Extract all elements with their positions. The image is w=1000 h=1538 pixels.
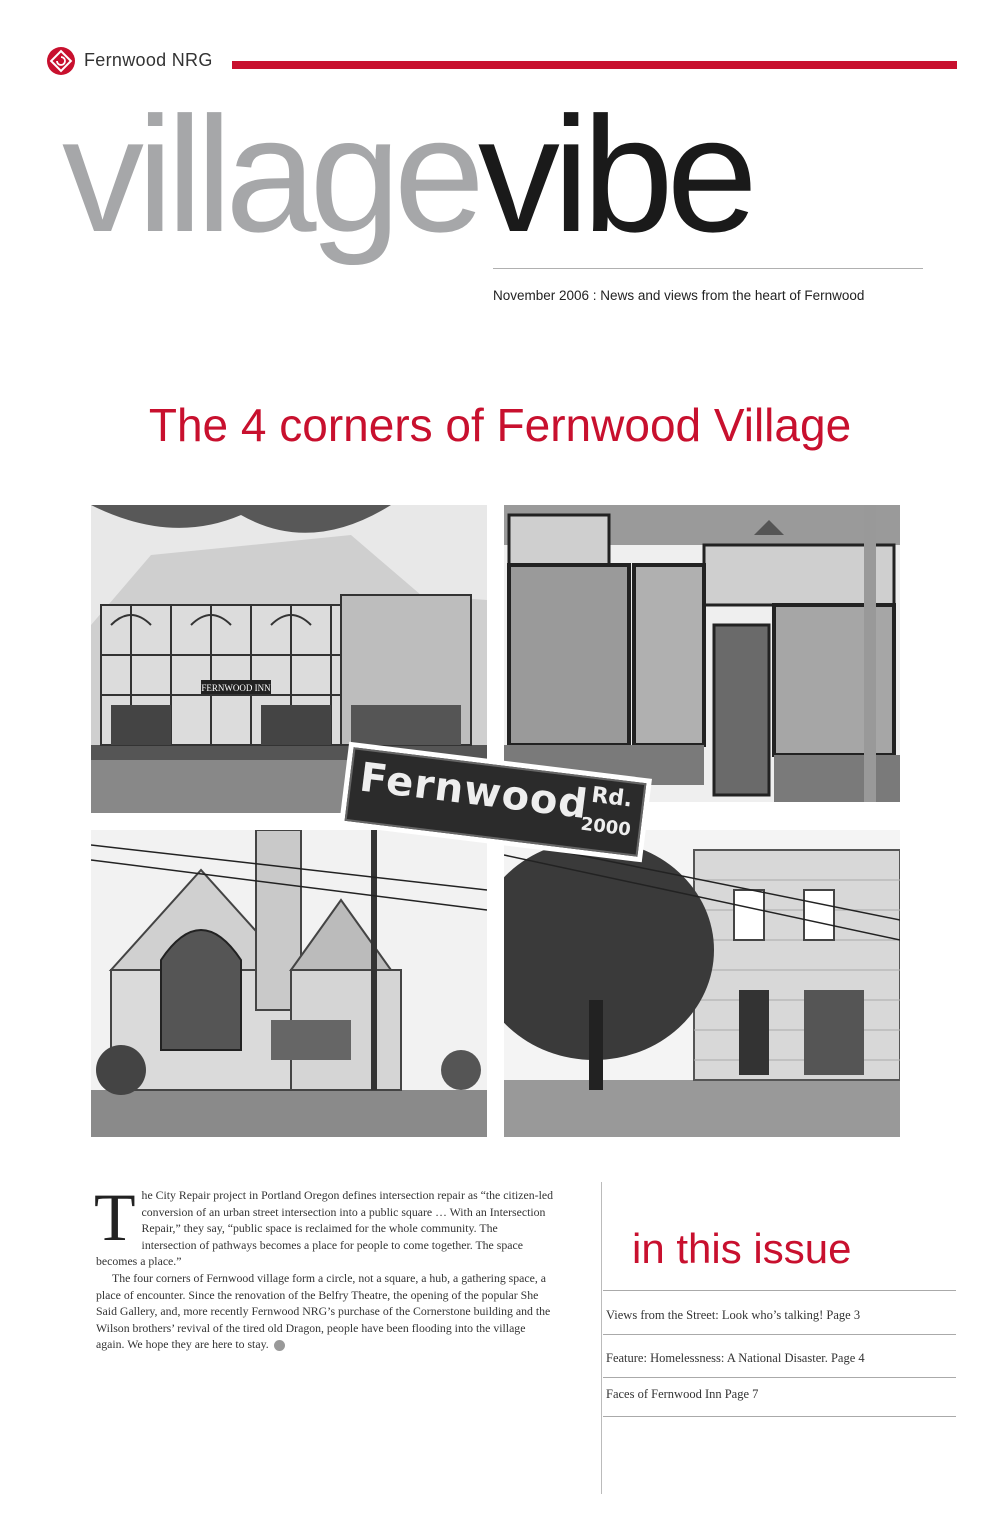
photo-belfry-theatre xyxy=(91,830,487,1137)
end-mark-icon xyxy=(274,1340,285,1351)
street-sign-number: 2000 xyxy=(579,813,632,841)
photo-cornerstone-cafe xyxy=(504,505,900,802)
toc-rule xyxy=(603,1377,956,1378)
column-divider xyxy=(601,1182,602,1494)
drop-cap: T xyxy=(94,1179,136,1255)
fernwood-nrg-logo-icon xyxy=(47,47,75,75)
toc-item-homelessness-feature[interactable]: Feature: Homelessness: A National Disaster. Page 4 xyxy=(606,1351,865,1365)
title-divider xyxy=(493,268,923,269)
page-headline: The 4 corners of Fernwood Village xyxy=(148,399,852,451)
toc-item-faces-of-fernwood-inn[interactable]: Faces of Fernwood Inn Page 7 xyxy=(606,1387,759,1401)
article-paragraph-2 xyxy=(96,1270,554,1353)
inn-sign-text: FERNWOOD INN xyxy=(201,683,271,693)
newsletter-title xyxy=(62,83,751,266)
article-paragraph-1 xyxy=(94,1179,554,1270)
toc-rule xyxy=(603,1334,956,1335)
org-name: Fernwood NRG xyxy=(84,50,213,70)
title-village: village xyxy=(62,83,478,266)
toc-item-views-from-the-street[interactable]: Views from the Street: Look who’s talking! Page 3 xyxy=(606,1308,861,1322)
masthead-rule xyxy=(232,61,957,69)
title-vibe: vibe xyxy=(477,83,751,266)
issue-date-line: November 2006 : News and views from the heart of Fernwood xyxy=(493,288,865,303)
lead-article xyxy=(94,1179,554,1353)
toc-rule xyxy=(603,1290,956,1291)
article-p2-text: The four corners of Fernwood village form a circle, not a square, a hub, a gathering space, a place of encounter. Since the renovation of the Belfry Theatre, the opening of the popular She Said Gallery, and, more recently Fernwood NRG’s purchase of the Cornerstone building and the Wilson brothers’ revival of the tired old Dragon, people have been flooding into the village again. We hope they are here to stay. xyxy=(96,1270,551,1352)
toc-rule xyxy=(603,1416,956,1417)
article-p1-text: he City Repair project in Portland Oregon defines intersection repair as “the citizen-led conversion of an urban street intersection into a public square … With an Intersection Repair,” they say, “public space is reclaimed for the whole community. The intersection of pathways becomes a place for people to come together. The space becomes a place.” xyxy=(96,1188,553,1269)
photo-cornerstone-building xyxy=(504,830,900,1137)
in-this-issue-heading: in this issue xyxy=(632,1225,852,1272)
street-sign-name: Fernwood xyxy=(357,754,591,829)
street-sign-suffix: Rd. xyxy=(589,782,634,813)
